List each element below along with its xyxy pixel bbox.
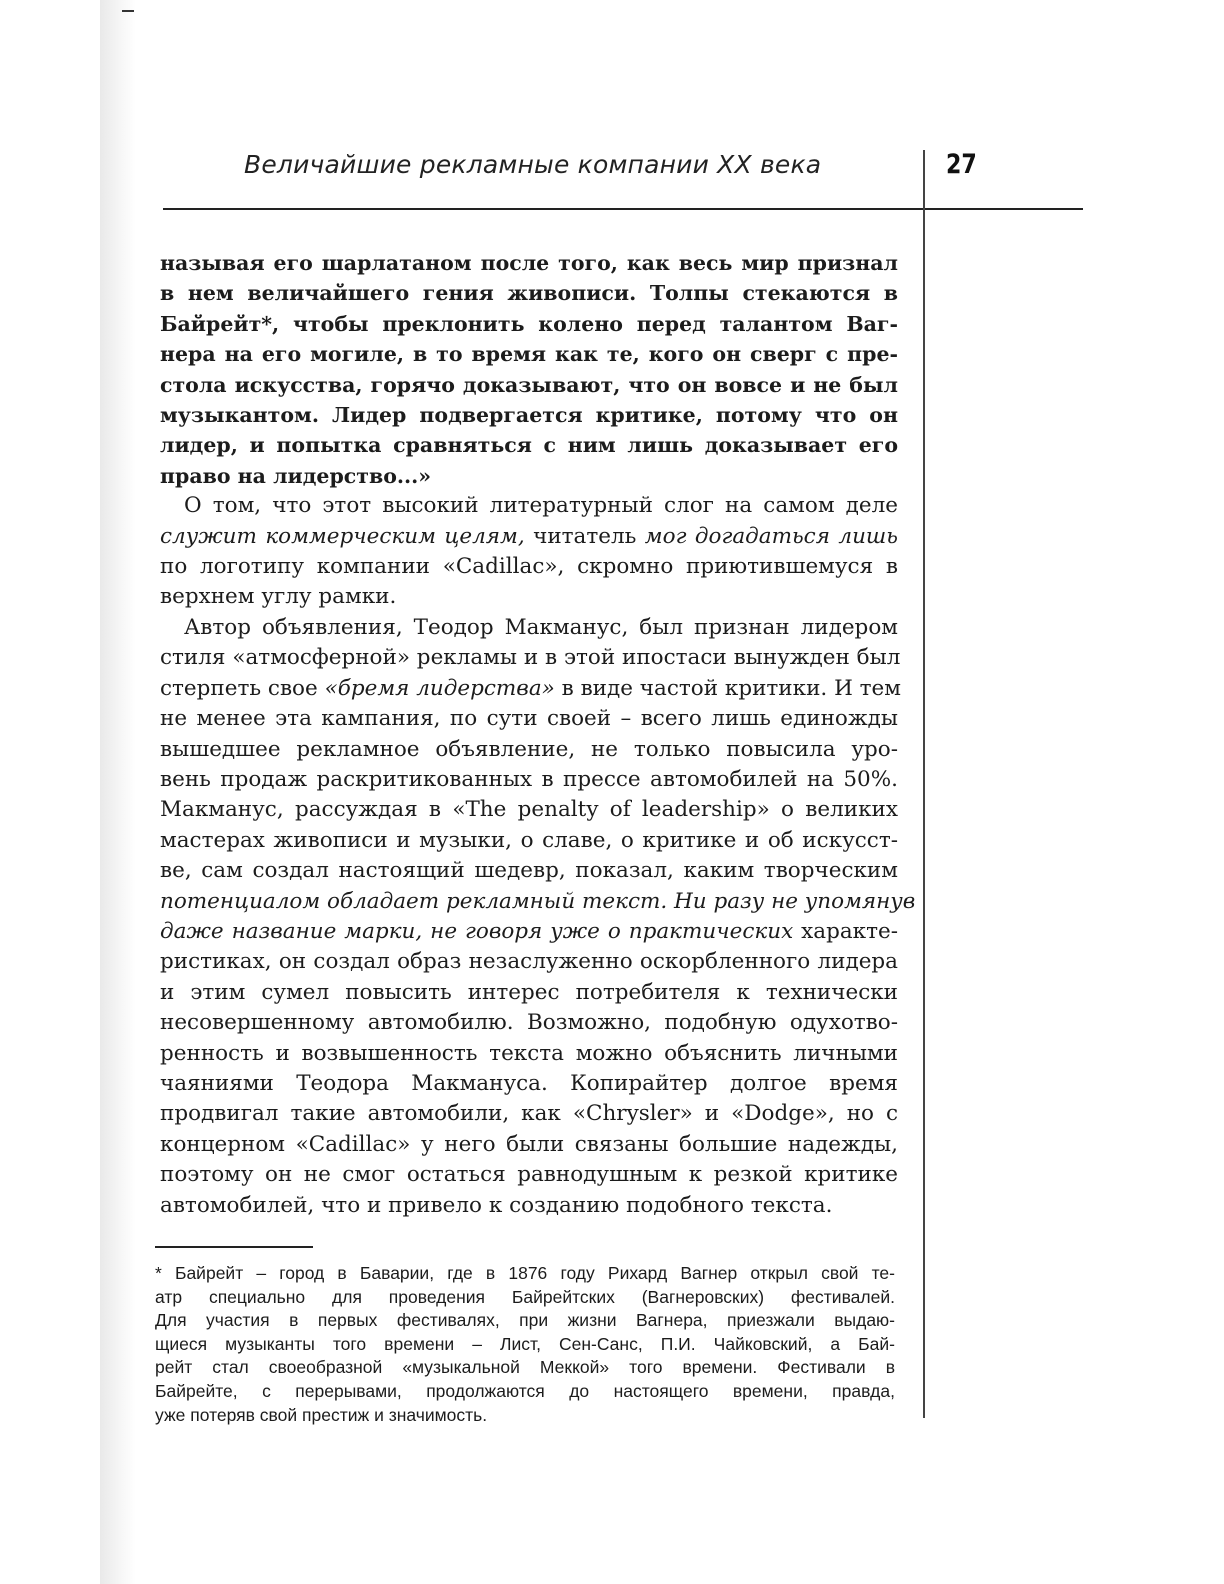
- text-line: поэтому он не смог остаться равнодушным к резкой критике: [160, 1162, 898, 1188]
- text-line: О том, что этот высокий литературный слог на самом деле: [184, 493, 898, 519]
- footnote-line: уже потеряв свой престиж и значимость.: [155, 1404, 488, 1425]
- footnote-line: Для участия в первых фестивалях, при жизни Вагнера, приезжали выдаю-: [155, 1310, 895, 1331]
- footnote: [155, 1262, 895, 1427]
- footnote-rule: [155, 1246, 313, 1248]
- text-line: ренность и возвышенность текста можно объяснить личными: [160, 1040, 898, 1066]
- quote-line: в нем величайшего гения живописи. Толпы стекаются в: [160, 281, 898, 306]
- main-text: [160, 248, 916, 1221]
- italic-span: мог догадаться лишь: [644, 523, 899, 549]
- text-span: стерпеть свое: [160, 675, 325, 701]
- text-line: по логотипу компании «Cadillac», скромно приютившемуся в: [160, 554, 898, 580]
- text-line: верхнем углу рамки.: [160, 584, 397, 610]
- text-span: характе-: [793, 918, 899, 944]
- italic-span: даже название марки, не говоря уже о практических: [160, 918, 794, 944]
- footnote-line: * Байрейт – город в Баварии, где в 1876 году Рихард Вагнер открыл свой те-: [155, 1263, 895, 1283]
- footnote-line: щиеся музыканты того времени – Лист, Сен-Санс, П.И. Чайковский, а Бай-: [155, 1333, 895, 1354]
- text-line: автомобилей, что и привело к созданию подобного текста.: [160, 1192, 833, 1218]
- running-title: Величайшие рекламные компании XX века: [244, 150, 822, 179]
- quote-block: [160, 248, 898, 491]
- text-line: стиля «атмосферной» рекламы и в этой ипостаси вынужден был: [160, 645, 901, 671]
- quote-line: музыкантом. Лидер подвергается критике, потому что он: [160, 403, 898, 428]
- quote-line: называя его шарлатаном после того, как весь мир признал: [160, 251, 898, 275]
- text-line: мастерах живописи и музыки, о славе, о критике и об искусст-: [160, 827, 898, 853]
- text-line: ве, сам создал настоящий шедевр, показал, каким творческим: [160, 858, 898, 884]
- text-line: [160, 522, 898, 552]
- quote-line: лидер, и попытка сравняться с ним лишь доказывает его: [160, 433, 898, 458]
- text-line: чаяниями Теодора Макмануса. Копирайтер долгое время: [160, 1070, 898, 1096]
- text-line: вень продаж раскритикованных в прессе автомобилей на 50%.: [160, 766, 898, 792]
- text-span: в виде частой критики. И тем: [554, 675, 901, 701]
- text-line: и этим сумел повысить интерес потребителя к технически: [160, 979, 898, 1005]
- text-line: потенциалом обладает рекламный текст. Ни разу не упомянув: [160, 888, 916, 914]
- text-line: [160, 674, 901, 704]
- scan-mark: [122, 10, 134, 12]
- margin-rule: [923, 150, 925, 1418]
- text-line: не менее эта кампания, по сути своей – всего лишь единожды: [160, 706, 898, 732]
- page-number: 27: [946, 149, 977, 180]
- scan-gutter-shadow: [100, 0, 136, 1584]
- paragraph-2: [160, 613, 916, 1221]
- quote-line: Байрейт*, чтобы преклонить колено перед талантом Ваг-: [160, 311, 898, 336]
- italic-span: служит коммерческим целям,: [160, 523, 525, 549]
- paragraph-1: [160, 491, 898, 613]
- text-line: концерном «Cadillac» у него были связаны большие надежды,: [160, 1131, 898, 1157]
- text-line: продвигал такие автомобили, как «Chrysler» и «Dodge», но с: [160, 1101, 898, 1127]
- header-rule: [163, 208, 1083, 210]
- footnote-line: атр специально для проведения Байрейтских (Вагнеровских) фестивалей.: [155, 1286, 895, 1307]
- footnote-line: рейт стал своеобразной «музыкальной Меккой» того времени. Фестивали в: [155, 1357, 895, 1378]
- text-line: Автор объявления, Теодор Макманус, был признан лидером: [184, 614, 898, 640]
- text-line: вышедшее рекламное объявление, не только повысила уро-: [160, 736, 898, 762]
- text-span: читатель: [524, 523, 645, 549]
- quote-line: нера на его могиле, в то время как те, кого он сверг с пре-: [160, 342, 898, 367]
- italic-span: «бремя лидерства»: [324, 675, 555, 701]
- text-line: Макманус, рассуждая в «The penalty of leadership» о великих: [160, 797, 898, 823]
- text-line: несовершенному автомобилю. Возможно, подобную одухотво-: [160, 1010, 898, 1036]
- text-line: ристиках, он создал образ незаслуженно оскорбленного лидера: [160, 949, 898, 975]
- quote-line: стола искусства, горячо доказывают, что он вовсе и не был: [160, 372, 898, 397]
- footnote-line: Байрейте, с перерывами, продолжаются до настоящего времени, правда,: [155, 1380, 895, 1401]
- quote-line: право на лидерство...»: [160, 463, 432, 488]
- text-line: [160, 917, 898, 947]
